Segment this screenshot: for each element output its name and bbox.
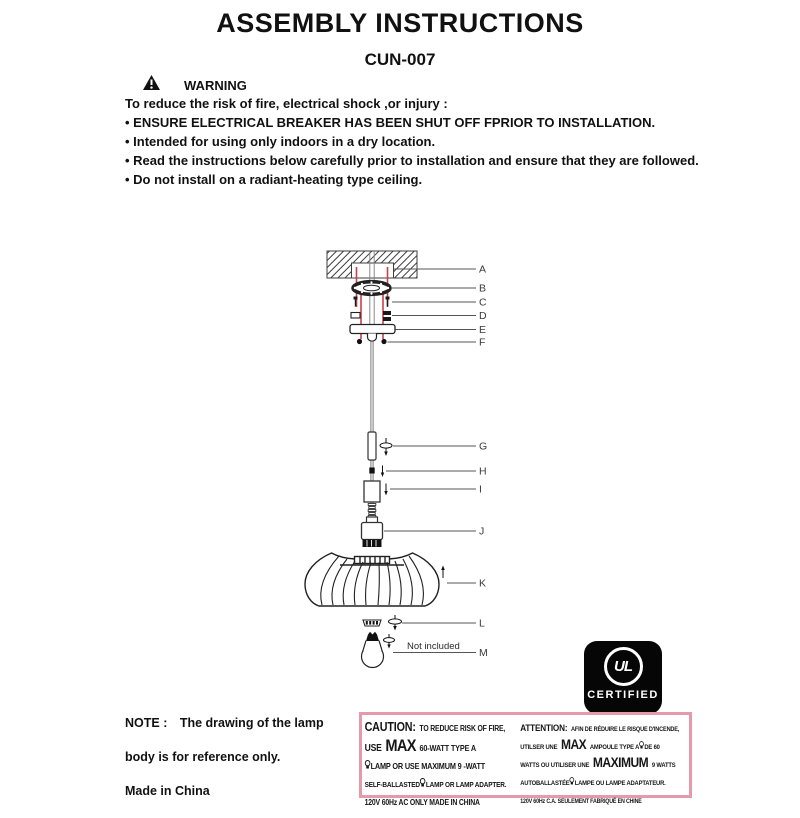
attention-head: ATTENTION: <box>520 723 568 734</box>
page-title: ASSEMBLY INSTRUCTIONS <box>216 8 584 38</box>
warning-bullet: • Read the instructions below carefully prior to installation and ensure that they are followed. <box>125 153 699 168</box>
part-label-k: K <box>479 577 487 590</box>
part-label-i: I <box>479 483 482 496</box>
lamp-shade <box>305 553 445 606</box>
ul-logo-circle <box>604 647 643 686</box>
lamp-socket <box>362 517 383 547</box>
warning-bullet: • Intended for using only indoors in a dry location. <box>125 134 436 149</box>
part-label-e: E <box>479 324 487 336</box>
note-text: The drawing of the lamp <box>179 716 324 730</box>
not-included-note: Not included <box>407 641 460 652</box>
ceiling <box>327 251 417 278</box>
maximum-wattage-text-fr: MAXIMUM <box>592 753 649 770</box>
ul-logo: UL <box>614 658 632 675</box>
note-label: NOTE : <box>125 716 168 730</box>
finial-ring <box>363 615 402 631</box>
warning-bullet: • ENSURE ELECTRICAL BREAKER HAS BEEN SHUT OFF FPRIOR TO INSTALLATION. <box>125 115 656 130</box>
warning-heading <box>143 75 247 95</box>
reference-note <box>125 716 345 818</box>
caution-english-column: CAUTION: TO REDUCE RISK OF FIRE, USE MAX 60-WATT TYPE A LAMP OR USE MAXIMUM 9 -WATT SELF-BALLASTED LAMP OR LAMP ADAPTER. 120V 60Hz AC ONLY MADE IN CHINA <box>364 720 507 807</box>
part-label-d: D <box>479 310 487 322</box>
part-label-h: H <box>479 465 487 478</box>
cord-ferrule <box>369 466 384 478</box>
max-wattage-text: MAX <box>385 735 416 755</box>
note-line-3: Made in China <box>125 784 210 798</box>
part-label-l: L <box>479 617 485 630</box>
note-line-1 <box>125 716 345 730</box>
warning-intro: To reduce the risk of fire, electrical shock ,or injury : <box>125 96 448 111</box>
mounting-bracket <box>353 281 390 294</box>
ul-certified-label: CERTIFIED <box>587 689 659 701</box>
canopy-plate <box>350 325 395 342</box>
part-label-b: B <box>479 282 487 295</box>
max-wattage-text-fr: MAX <box>560 735 587 752</box>
note-line-2: body is for reference only. <box>125 750 281 764</box>
ul-certified-badge <box>584 641 662 714</box>
warning-triangle-icon <box>143 75 160 95</box>
part-labels <box>479 264 488 660</box>
caution-label-content <box>362 715 694 810</box>
terminal-screws <box>351 311 391 321</box>
caution-french-column: ATTENTION: AFIN DE RÉDUIRE LE RISQUE D'INCENDE, UTILSER UNE MAX AMPOULE TYPE A DE 60 WATTS OU UTILISER UNE MAXIMUM 9 WATTS AUTOBALLASTÉE LAMPE OU LAMPE ADAPTATEUR. 120V 60Hz C.A. SEULEMENT FABRIQUÉ EN CHINE <box>520 723 680 805</box>
caution-head: CAUTION: <box>364 720 416 734</box>
assembly-diagram <box>270 240 500 680</box>
model-number: CUN-007 <box>364 50 436 69</box>
part-label-f: F <box>479 336 486 349</box>
mounting-screws <box>354 297 390 307</box>
part-label-j: J <box>479 525 485 538</box>
cord-adjuster <box>368 432 392 460</box>
caution-rating-label <box>359 712 692 807</box>
light-bulb <box>362 632 395 668</box>
warning-label: WARNING <box>184 77 247 93</box>
part-label-c: C <box>479 296 487 309</box>
part-label-m: M <box>479 647 488 659</box>
strain-relief <box>364 481 388 502</box>
part-label-g: G <box>479 440 488 453</box>
warning-bullet: • Do not install on a radiant-heating type ceiling. <box>125 172 423 187</box>
leader-lines <box>384 269 476 653</box>
part-label-a: A <box>479 263 487 276</box>
warning-text <box>125 94 713 189</box>
